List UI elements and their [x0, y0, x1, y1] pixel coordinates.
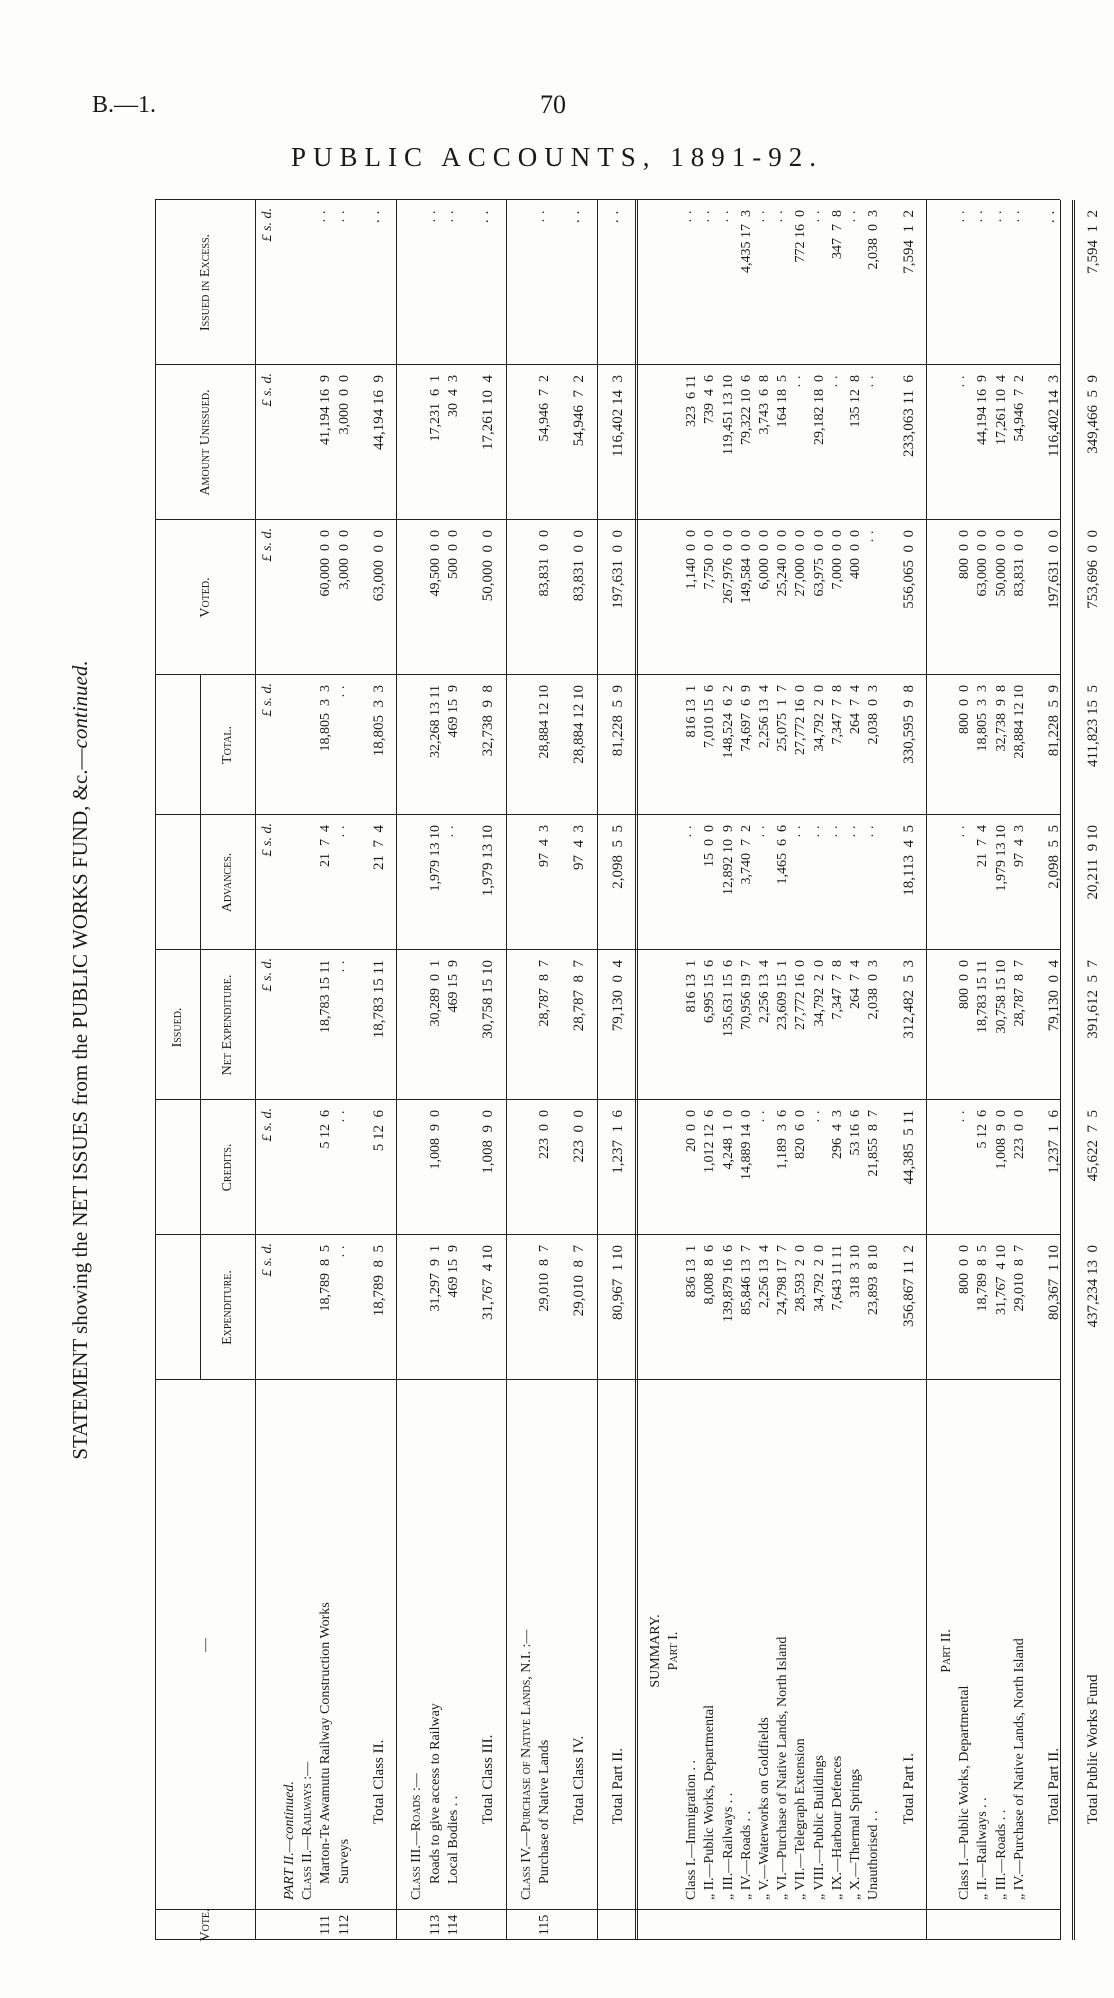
cell-excess: · · — [445, 210, 461, 223]
cell-net: 79,130 0 4 — [1046, 960, 1063, 1032]
cell-adv: 97 4 3 — [536, 825, 552, 867]
cell-cred: 820 6 0 — [793, 1110, 809, 1159]
row-description: Total Class IV. — [571, 1735, 588, 1824]
cell-voted: 500 0 0 — [445, 530, 461, 579]
row-description: „ III.—Roads . . — [993, 1809, 1009, 1900]
cell-tot: 32,268 13 11 — [427, 685, 443, 758]
row-description: „ IV.—Purchase of Native Lands, North Island — [1011, 1638, 1027, 1900]
cell-excess: · · — [993, 210, 1009, 223]
cell-tot: 25,075 1 7 — [775, 685, 791, 752]
cell-exp: 139,879 16 6 — [720, 1245, 736, 1322]
cell-exp: 2,256 13 4 — [756, 1245, 772, 1308]
cell-exp: 437,234 13 0 — [1084, 1245, 1101, 1328]
cell-voted: 83,831 0 0 — [571, 530, 588, 602]
cell-adv: · · — [336, 825, 352, 838]
cell-voted: 800 0 0 — [957, 530, 973, 579]
cell-excess: · · — [427, 210, 443, 223]
column-rule — [155, 1099, 1060, 1100]
cell-voted: 60,000 0 0 — [318, 530, 334, 597]
cell-unissued: 54,946 7 2 — [571, 375, 588, 447]
cell-tot: 81,228 5 9 — [1046, 685, 1063, 757]
cell-unissued: 41,194 16 9 — [318, 375, 334, 445]
column-rule — [155, 199, 1060, 200]
cell-cred: 1,008 9 0 — [427, 1110, 443, 1170]
row-description: Part II. — [938, 1629, 954, 1673]
cell-adv: 12,892 10 9 — [720, 825, 736, 895]
cell-voted: 50,000 0 0 — [480, 530, 497, 602]
row-description: Total Class II. — [371, 1739, 388, 1824]
cell-excess: 2,038 0 3 — [866, 210, 882, 270]
cell-unissued: 17,231 6 1 — [427, 375, 443, 442]
row-separator — [506, 200, 507, 1940]
cell-unissued: 17,261 10 4 — [993, 375, 1009, 445]
row-description: Local Bodies . . — [445, 1795, 461, 1884]
cell-tot: 800 0 0 — [957, 685, 973, 734]
cell-cred: · · — [756, 1110, 772, 1123]
cell-tot: 28,884 12 10 — [571, 685, 588, 764]
cell-net: 18,783 15 11 — [975, 960, 991, 1033]
row-description: „ II.—Railways . . — [975, 1797, 991, 1900]
column-rule — [155, 364, 1060, 365]
cell-cred: 5 12 6 — [318, 1110, 334, 1149]
cell-unissued: 30 4 3 — [445, 375, 461, 417]
row-description: Class III.—Roads :— — [409, 1773, 425, 1900]
cell-excess: · · — [720, 210, 736, 223]
cell-cred: 223 0 0 — [536, 1110, 552, 1159]
issued-group-rule — [200, 675, 201, 1380]
column-rule — [155, 814, 1060, 815]
cell-tot: 27,772 16 0 — [793, 685, 809, 755]
column-rule — [155, 1909, 1060, 1910]
row-description: Total Part II. — [609, 1747, 626, 1824]
cell-adv: 97 4 3 — [1011, 825, 1027, 867]
cell-excess: · · — [609, 210, 626, 224]
cell-tot: 2,038 0 3 — [866, 685, 882, 745]
cell-cred: 45,622 7 5 — [1084, 1110, 1101, 1182]
cell-excess: · · — [775, 210, 791, 223]
cell-excess: · · — [756, 210, 772, 223]
cell-excess: · · — [536, 210, 552, 223]
cell-net: 391,612 5 7 — [1084, 960, 1101, 1039]
row-description: SUMMARY. — [647, 1614, 663, 1688]
cell-excess: · · — [336, 210, 352, 223]
cell-net: 70,956 19 7 — [738, 960, 754, 1030]
lsd-label: £ s. d. — [260, 823, 275, 857]
table-rule-header — [255, 200, 256, 1940]
page-number: 70 — [540, 90, 566, 119]
cell-exp: 28,593 2 0 — [793, 1245, 809, 1312]
column-rule — [155, 674, 1060, 675]
lsd-label: £ s. d. — [260, 1243, 275, 1277]
cell-voted: 149,584 0 0 — [738, 530, 754, 604]
cell-exp: 8,008 8 6 — [702, 1245, 718, 1305]
cell-exp: 29,010 8 7 — [536, 1245, 552, 1312]
cell-adv: · · — [866, 825, 882, 838]
cell-net: 30,758 15 10 — [993, 960, 1009, 1034]
row-description: „ II.—Public Works, Departmental — [702, 1705, 718, 1900]
cell-excess: · · — [571, 210, 588, 224]
cell-excess: · · — [957, 210, 973, 223]
row-description: Marton-Te Awamutu Railway Construction Works — [318, 1602, 334, 1884]
table-rule-top — [155, 200, 156, 1940]
row-description: Surveys — [336, 1838, 352, 1884]
lsd-label: £ s. d. — [260, 528, 275, 562]
cell-net: 2,038 0 3 — [866, 960, 882, 1020]
column-rule — [155, 949, 1060, 950]
cell-net: · · — [336, 960, 352, 973]
row-description: Unauthorised . . — [866, 1810, 882, 1900]
cell-tot: 264 7 4 — [847, 685, 863, 734]
cell-voted: 63,975 0 0 — [811, 530, 827, 597]
cell-cred: 223 0 0 — [1011, 1110, 1027, 1159]
cell-adv: · · — [793, 825, 809, 838]
cell-cred: 1,008 9 0 — [480, 1110, 497, 1174]
cell-exp: 18,789 8 5 — [371, 1245, 388, 1317]
cell-cred: 296 4 3 — [829, 1110, 845, 1159]
cell-tot: 28,884 12 10 — [1011, 685, 1027, 759]
vote-number: 112 — [336, 1914, 352, 1936]
cell-exp: 31,297 9 1 — [427, 1245, 443, 1312]
cell-tot: 7,010 15 6 — [702, 685, 718, 748]
cell-net: 30,289 0 1 — [427, 960, 443, 1027]
cell-tot: 81,228 5 9 — [609, 685, 626, 757]
cell-tot: 32,738 9 8 — [993, 685, 1009, 752]
cell-cred: 223 0 0 — [571, 1110, 588, 1163]
cell-adv: 20,211 9 10 — [1084, 825, 1101, 900]
lsd-label: £ s. d. — [260, 1108, 275, 1142]
column-rule — [155, 519, 1060, 520]
cell-cred: 1,012 12 6 — [702, 1110, 718, 1173]
lsd-label: £ s. d. — [260, 208, 275, 242]
cell-exp: 800 0 0 — [957, 1245, 973, 1294]
cell-cred — [443, 1110, 465, 1231]
cell-unissued: 116,402 14 3 — [1046, 375, 1063, 457]
vote-number: 115 — [536, 1914, 552, 1936]
cell-tot: 469 15 9 — [445, 685, 461, 738]
row-description: Class II.—Railways :— — [300, 1761, 316, 1900]
cell-adv: 2,098 5 5 — [609, 825, 626, 889]
cell-net: 800 0 0 — [957, 960, 973, 1009]
cell-voted: 267,976 0 0 — [720, 530, 736, 604]
cell-tot: 148,524 6 2 — [720, 685, 736, 759]
cell-exp: · · — [336, 1245, 352, 1258]
cell-unissued: 79,322 10 6 — [738, 375, 754, 445]
row-description: PART II.—continued. — [282, 1781, 297, 1900]
cell-cred: 53 16 6 — [847, 1110, 863, 1156]
cell-cred: 1,008 9 0 — [993, 1110, 1009, 1170]
cell-tot: 816 13 1 — [684, 685, 700, 738]
cell-exp: 24,798 17 7 — [775, 1245, 791, 1315]
cell-excess: · · — [318, 210, 334, 223]
cell-exp: 34,792 2 0 — [811, 1245, 827, 1312]
cell-cred: 4,248 1 0 — [720, 1110, 736, 1170]
column-header-net: Net Expenditure. — [219, 974, 235, 1076]
cell-adv: 1,979 13 10 — [993, 825, 1009, 892]
cell-cred: 21,855 8 7 — [866, 1110, 882, 1177]
cell-excess: · · — [1046, 210, 1063, 224]
cell-unissued: 3,743 6 8 — [756, 375, 772, 435]
column-header-adv: Advances. — [219, 852, 235, 913]
cell-excess: · · — [684, 210, 700, 223]
cell-unissued: 54,946 7 2 — [536, 375, 552, 442]
cell-unissued: 739 4 6 — [702, 375, 718, 424]
cell-excess: · · — [811, 210, 827, 223]
row-description: Class I.—Immigration . . — [684, 1760, 700, 1900]
column-header-cred: Credits. — [219, 1143, 235, 1192]
cell-cred: · · — [336, 1110, 352, 1123]
cell-voted: · · — [866, 530, 882, 543]
cell-excess: 347 7 8 — [829, 210, 845, 259]
cell-exp: 7,643 11 11 — [829, 1245, 845, 1311]
row-description: „ V.—Waterworks on Goldfields — [756, 1717, 772, 1900]
cell-adv: 2,098 5 5 — [1046, 825, 1063, 889]
row-description: „ IV.—Roads . . — [738, 1810, 754, 1900]
cell-cred: 1,189 3 6 — [775, 1110, 791, 1170]
row-description: „ VII.—Telegraph Extension — [793, 1738, 809, 1900]
cell-excess: 7,594 1 2 — [900, 210, 917, 274]
column-header-exp: Expenditure. — [219, 1270, 235, 1345]
rotated-statement — [60, 180, 1101, 1942]
column-header-voted: Voted. — [197, 577, 213, 618]
column-header-excess: Issued in Excess. — [197, 233, 213, 332]
cell-exp: 29,010 8 7 — [1011, 1245, 1027, 1312]
cell-voted: 50,000 0 0 — [993, 530, 1009, 597]
row-description: Total Part II. — [1046, 1747, 1063, 1824]
cell-adv: 18,113 4 5 — [900, 825, 917, 896]
cell-net: 18,783 15 11 — [371, 960, 388, 1039]
cell-voted: 7,750 0 0 — [702, 530, 718, 590]
column-header-tot: Total. — [219, 726, 235, 764]
row-description: „ IX.—Harbour Defences — [829, 1755, 845, 1900]
cell-adv: 1,465 6 6 — [775, 825, 791, 885]
cell-net: 816 13 1 — [684, 960, 700, 1013]
cell-tot: 411,823 15 5 — [1084, 685, 1101, 767]
vote-number: 113 — [427, 1914, 443, 1936]
cell-excess: · · — [1011, 210, 1027, 223]
page-title: PUBLIC ACCOUNTS, 1891-92. — [290, 142, 824, 172]
cell-voted: 83,831 0 0 — [536, 530, 552, 597]
cell-unissued: 3,000 0 0 — [336, 375, 352, 435]
cell-adv: 21 7 4 — [318, 825, 334, 867]
cell-excess: · · — [371, 210, 388, 224]
cell-unissued: 44,194 16 9 — [975, 375, 991, 445]
cell-voted: 7,000 0 0 — [829, 530, 845, 590]
cell-exp: 80,367 1 10 — [1046, 1245, 1063, 1320]
row-description: „ X.—Thermal Springs — [847, 1768, 863, 1900]
cell-exp: 31,767 4 10 — [480, 1245, 497, 1320]
cell-net: 2,256 13 4 — [756, 960, 772, 1023]
cell-exp: 29,010 8 7 — [571, 1245, 588, 1317]
row-description: Purchase of Native Lands — [536, 1739, 552, 1884]
cell-exp: 469 15 9 — [445, 1245, 461, 1298]
cell-adv: 21 7 4 — [975, 825, 991, 867]
cell-excess: 4,435 17 3 — [738, 210, 754, 273]
cell-voted: 556,065 0 0 — [900, 530, 917, 609]
cell-adv: · · — [957, 825, 973, 838]
cell-unissued: 135 12 8 — [847, 375, 863, 428]
cell-unissued: 323 6 11 — [684, 375, 700, 427]
row-description: Class I.—Public Works, Departmental — [957, 1685, 973, 1900]
cell-net: 469 15 9 — [445, 960, 461, 1013]
cell-net: 28,787 8 7 — [1011, 960, 1027, 1027]
cell-excess: 772 16 0 — [793, 210, 809, 263]
cell-unissued: 44,194 16 9 — [371, 375, 388, 450]
cell-tot: 34,792 2 0 — [811, 685, 827, 752]
cell-adv: · · — [829, 825, 845, 838]
cell-voted: 83,831 0 0 — [1011, 530, 1027, 597]
row-description: Class IV.—Purchase of Native Lands, N.I. :— — [518, 1629, 534, 1900]
cell-net: 312,482 5 3 — [900, 960, 917, 1039]
cell-exp: 80,967 1 10 — [609, 1245, 626, 1320]
cell-adv: · · — [445, 825, 461, 838]
cell-voted: 197,631 0 0 — [609, 530, 626, 609]
cell-voted: 753,696 0 0 — [1084, 530, 1101, 609]
cell-cred: 1,237 1 6 — [1046, 1110, 1063, 1174]
cell-net: 7,347 7 8 — [829, 960, 845, 1020]
row-description: „ VIII.—Public Buildings — [811, 1755, 827, 1900]
column-rule — [155, 1379, 1060, 1380]
lsd-label: £ s. d. — [260, 373, 275, 407]
cell-cred: 5 12 6 — [975, 1110, 991, 1149]
cell-cred: 5 12 6 — [371, 1110, 388, 1152]
cell-voted: 400 0 0 — [847, 530, 863, 579]
cell-voted: 27,000 0 0 — [793, 530, 809, 597]
cell-tot: 32,738 9 8 — [480, 685, 497, 757]
row-description: Total Public Works Fund — [1084, 1674, 1101, 1824]
cell-cred: 1,237 1 6 — [609, 1110, 626, 1174]
cell-excess: · · — [702, 210, 718, 223]
row-description: „ VI.—Purchase of Native Lands, North Island — [775, 1636, 791, 1900]
cell-adv: · · — [811, 825, 827, 838]
cell-cred: 44,385 5 11 — [900, 1110, 917, 1185]
row-description: „ III.—Railways . . — [720, 1792, 736, 1900]
cell-tot: 2,256 13 4 — [756, 685, 772, 748]
cell-net: 18,783 15 11 — [318, 960, 334, 1033]
cell-voted: 197,631 0 0 — [1046, 530, 1063, 609]
cell-unissued: 116,402 14 3 — [609, 375, 626, 457]
column-rule — [155, 1939, 1060, 1940]
cell-unissued: 233,063 11 6 — [900, 375, 917, 457]
cell-adv: 1,979 13 10 — [480, 825, 497, 897]
row-separator — [396, 200, 397, 1940]
cell-voted: 6,000 0 0 — [756, 530, 772, 590]
cell-unissued: 17,261 10 4 — [480, 375, 497, 450]
cell-voted: 63,000 0 0 — [975, 530, 991, 597]
cell-excess: · · — [480, 210, 497, 224]
cell-exp: 18,789 8 5 — [975, 1245, 991, 1312]
cell-adv: 21 7 4 — [371, 825, 388, 870]
cell-voted: 49,500 0 0 — [427, 530, 443, 597]
column-header-desc: — — [197, 1638, 213, 1652]
cell-adv: 97 4 3 — [571, 825, 588, 870]
cell-exp: 836 13 1 — [684, 1245, 700, 1298]
row-separator — [597, 200, 598, 1940]
cell-voted: 25,240 0 0 — [775, 530, 791, 597]
cell-adv: 3,740 7 2 — [738, 825, 754, 885]
statement-title: STATEMENT showing the NET ISSUES from the PUBLIC WORKS FUND, &c.—continued. — [68, 660, 92, 1460]
cell-cred: 14,889 14 0 — [738, 1110, 754, 1180]
cell-adv: 15 0 0 — [702, 825, 718, 867]
cell-unissued: 29,182 18 0 — [811, 375, 827, 445]
cell-net: 27,772 16 0 — [793, 960, 809, 1030]
cell-tot: · · — [336, 685, 352, 698]
row-separator — [1072, 200, 1075, 1940]
vote-number: 111 — [318, 1915, 334, 1935]
cell-adv: · · — [847, 825, 863, 838]
cell-voted: 1,140 0 0 — [684, 530, 700, 590]
cell-unissued: · · — [957, 375, 973, 388]
lsd-label: £ s. d. — [260, 958, 275, 992]
cell-tot: 7,347 7 8 — [829, 685, 845, 745]
column-header-unissued: Amount Unissued. — [197, 389, 213, 496]
cell-cred: · · — [811, 1110, 827, 1123]
cell-net: 264 7 4 — [847, 960, 863, 1009]
cell-voted: 63,000 0 0 — [371, 530, 388, 602]
cell-adv: · · — [756, 825, 772, 838]
cell-exp: 23,893 8 10 — [866, 1245, 882, 1315]
row-separator — [926, 200, 927, 1940]
cell-unissued: · · — [866, 375, 882, 388]
vote-number: 114 — [445, 1914, 461, 1936]
cell-tot: 18,805 3 3 — [371, 685, 388, 757]
cell-net: 28,787 8 7 — [571, 960, 588, 1032]
cell-unissued: 349,466 5 9 — [1084, 375, 1101, 454]
cell-exp: 31,767 4 10 — [993, 1245, 1009, 1315]
cell-unissued: 54,946 7 2 — [1011, 375, 1027, 442]
cell-excess: · · — [975, 210, 991, 223]
cell-net: 30,758 15 10 — [480, 960, 497, 1039]
issued-group-header: Issued. — [170, 1007, 185, 1048]
row-description: Total Class III. — [480, 1734, 497, 1824]
page-reference: B.—1. — [92, 92, 157, 118]
cell-unissued: 119,451 13 10 — [720, 375, 736, 455]
cell-net: 23,609 15 1 — [775, 960, 791, 1030]
cell-exp: 18,789 8 5 — [318, 1245, 334, 1312]
cell-unissued: 164 18 5 — [775, 375, 791, 428]
cell-net: 135,631 15 6 — [720, 960, 736, 1037]
row-separator — [635, 200, 638, 1940]
cell-unissued: · · — [793, 375, 809, 388]
cell-exp: 356,867 11 2 — [900, 1245, 917, 1327]
cell-excess: 7,594 1 2 — [1084, 210, 1101, 274]
cell-cred: 20 0 0 — [684, 1110, 700, 1152]
column-header-vote: Vote. — [197, 1908, 213, 1942]
cell-net: 34,792 2 0 — [811, 960, 827, 1027]
row-description: Roads to give access to Railway — [427, 1703, 443, 1884]
cell-net: 79,130 0 4 — [609, 960, 626, 1032]
cell-cred: · · — [957, 1110, 973, 1123]
cell-adv: · · — [684, 825, 700, 838]
cell-excess: · · — [847, 210, 863, 223]
cell-voted: 3,000 0 0 — [336, 530, 352, 590]
cell-unissued: · · — [829, 375, 845, 388]
cell-tot: 330,595 9 8 — [900, 685, 917, 764]
cell-tot: 18,805 3 3 — [318, 685, 334, 752]
cell-tot: 28,884 12 10 — [536, 685, 552, 759]
cell-tot: 74,697 6 9 — [738, 685, 754, 752]
row-description: Total Part I. — [900, 1752, 917, 1824]
row-description: Part I. — [665, 1631, 681, 1671]
cell-exp: 85,846 13 7 — [738, 1245, 754, 1315]
cell-net: 6,995 15 6 — [702, 960, 718, 1023]
column-rule — [155, 1234, 1060, 1235]
cell-exp: 318 3 10 — [847, 1245, 863, 1298]
cell-net: 28,787 8 7 — [536, 960, 552, 1027]
cell-adv: 1,979 13 10 — [427, 825, 443, 892]
lsd-label: £ s. d. — [260, 683, 275, 717]
cell-tot: 18,805 3 3 — [975, 685, 991, 752]
